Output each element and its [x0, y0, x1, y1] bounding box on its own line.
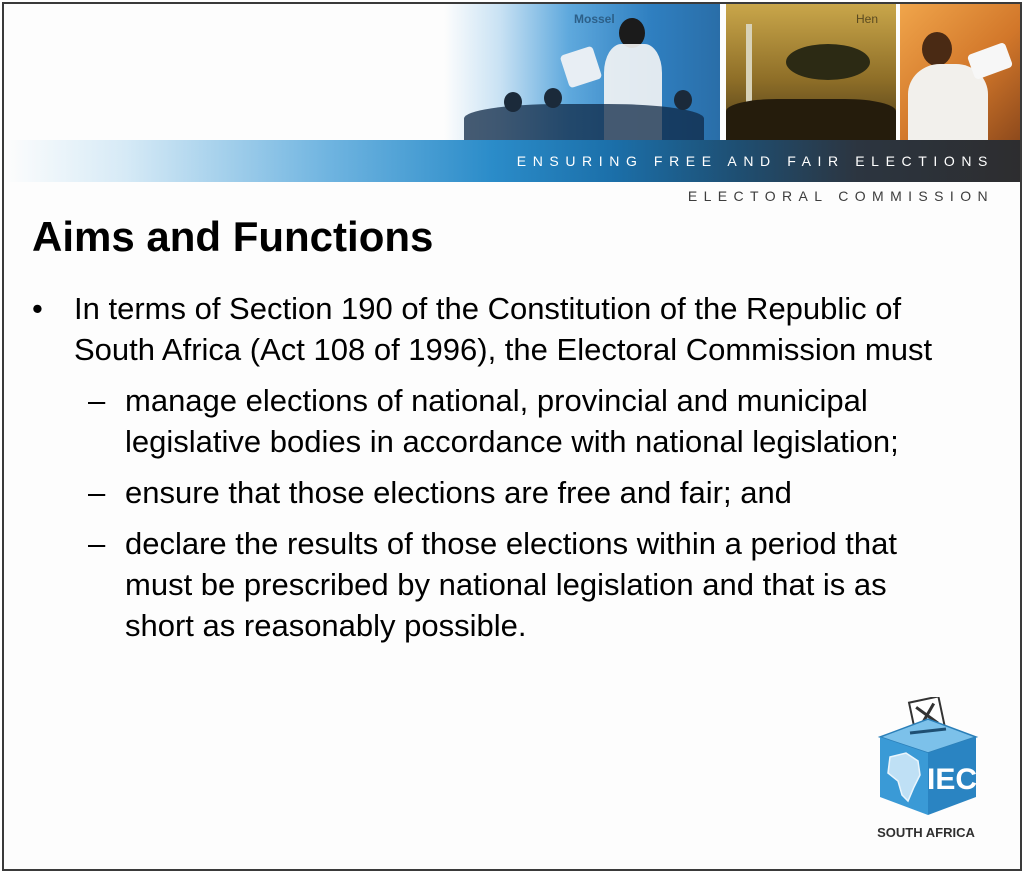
slide: [2, 2, 1022, 871]
sub-bullet-item: [4, 523, 925, 646]
sub-bullet-list: [4, 380, 1020, 646]
organization-name: ELECTORAL COMMISSION: [687, 188, 994, 204]
slide-content: [4, 288, 1020, 656]
main-bullet: [4, 288, 934, 370]
dash-marker: –: [88, 383, 106, 418]
sub-bullet-text: manage elections of national, provincial and municipal legislative bodies in accordance with national legislation;: [125, 383, 899, 459]
dash-marker: –: [88, 526, 106, 561]
dash-marker: –: [88, 475, 106, 510]
logo-caption: SOUTH AFRICA: [877, 825, 975, 840]
iec-logo: [866, 697, 996, 847]
slide-title: Aims and Functions: [32, 213, 434, 260]
map-label-hen: Hen: [856, 12, 879, 26]
bullet-marker: •: [32, 291, 43, 326]
header-photo-strip: [444, 4, 1020, 140]
map-label-mossel: Mossel: [574, 12, 615, 26]
ballot-box-icon: [866, 697, 986, 823]
crowd-photo: [444, 4, 720, 140]
sub-bullet-text: declare the results of those elections within a period that must be prescribed by national legislation and that is as short as reasonably possible.: [125, 526, 898, 643]
queue-photo: [726, 4, 896, 140]
sub-bullet-item: [4, 380, 925, 462]
tagline: ENSURING FREE AND FAIR ELECTIONS: [516, 153, 994, 169]
main-bullet-text: In terms of Section 190 of the Constitution of the Republic of South Africa (Act 108 of 1996), the Electoral Commission must: [74, 291, 933, 367]
sub-bullet-item: [4, 472, 925, 513]
sub-bullet-text: ensure that those elections are free and fair; and: [125, 475, 792, 510]
official-photo: [900, 4, 1020, 140]
logo-letters: IEC: [926, 763, 978, 796]
